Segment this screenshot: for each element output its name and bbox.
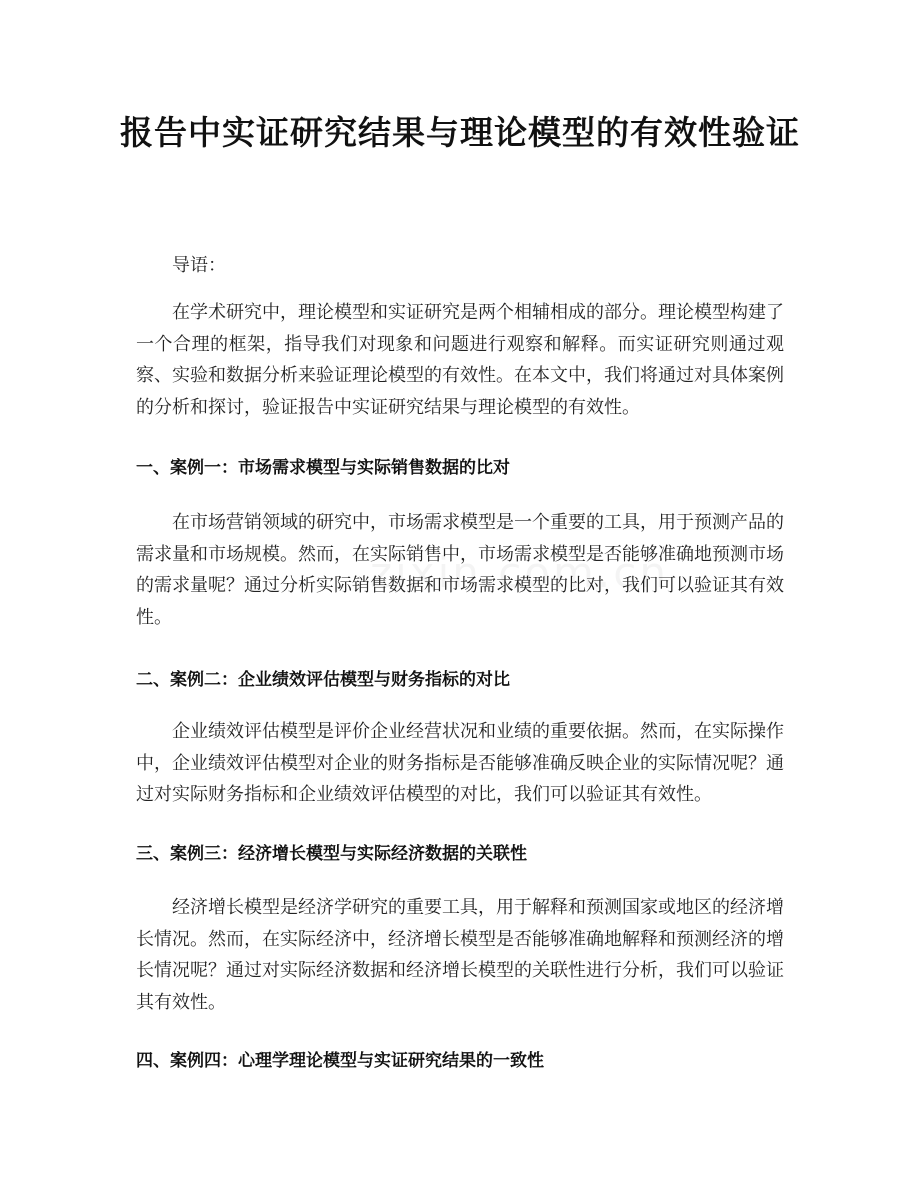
intro-label: 导语：	[172, 255, 226, 276]
section-3-heading: 三、案例三：经济增长模型与实际经济数据的关联性	[136, 844, 527, 864]
document-title: 报告中实证研究结果与理论模型的有效性验证	[120, 113, 800, 152]
intro-paragraph: 在学术研究中，理论模型和实证研究是两个相辅相成的部分。理论模型构建了一个合理的框架，指导我们对现象和问题进行观察和解释。而实证研究则通过观察、实验和数据分析来验证理论模型的有效性。在本文中，我们将通过对具体案例的分析和探讨，验证报告中实证研究结果与理论模型的有效性。	[136, 302, 784, 419]
section-2-body: 企业绩效评估模型是评价企业经营状况和业绩的重要依据。然而，在实际操作中，企业绩效评估模型对企业的财务指标是否能够准确反映企业的实际情况呢？通过对实际财务指标和企业绩效评估模型的对比，我们可以验证其有效性。	[136, 721, 784, 806]
section-2-heading: 二、案例二：企业绩效评估模型与财务指标的对比	[136, 670, 510, 690]
section-3-body: 经济增长模型是经济学研究的重要工具，用于解释和预测国家或地区的经济增长情况。然而，在实际经济中，经济增长模型是否能够准确地解释和预测经济的增长情况呢？通过对实际经济数据和经济增长模型的关联性进行分析，我们可以验证其有效性。	[136, 897, 784, 1014]
section-1-body: 在市场营销领域的研究中，市场需求模型是一个重要的工具，用于预测产品的需求量和市场规模。然而，在实际销售中，市场需求模型是否能够准确地预测市场的需求量呢？通过分析实际销售数据和市场需求模型的比对，我们可以验证其有效性。	[136, 512, 784, 629]
section-1-heading: 一、案例一：市场需求模型与实际销售数据的比对	[136, 458, 510, 478]
section-4-heading: 四、案例四：心理学理论模型与实证研究结果的一致性	[136, 1051, 544, 1071]
